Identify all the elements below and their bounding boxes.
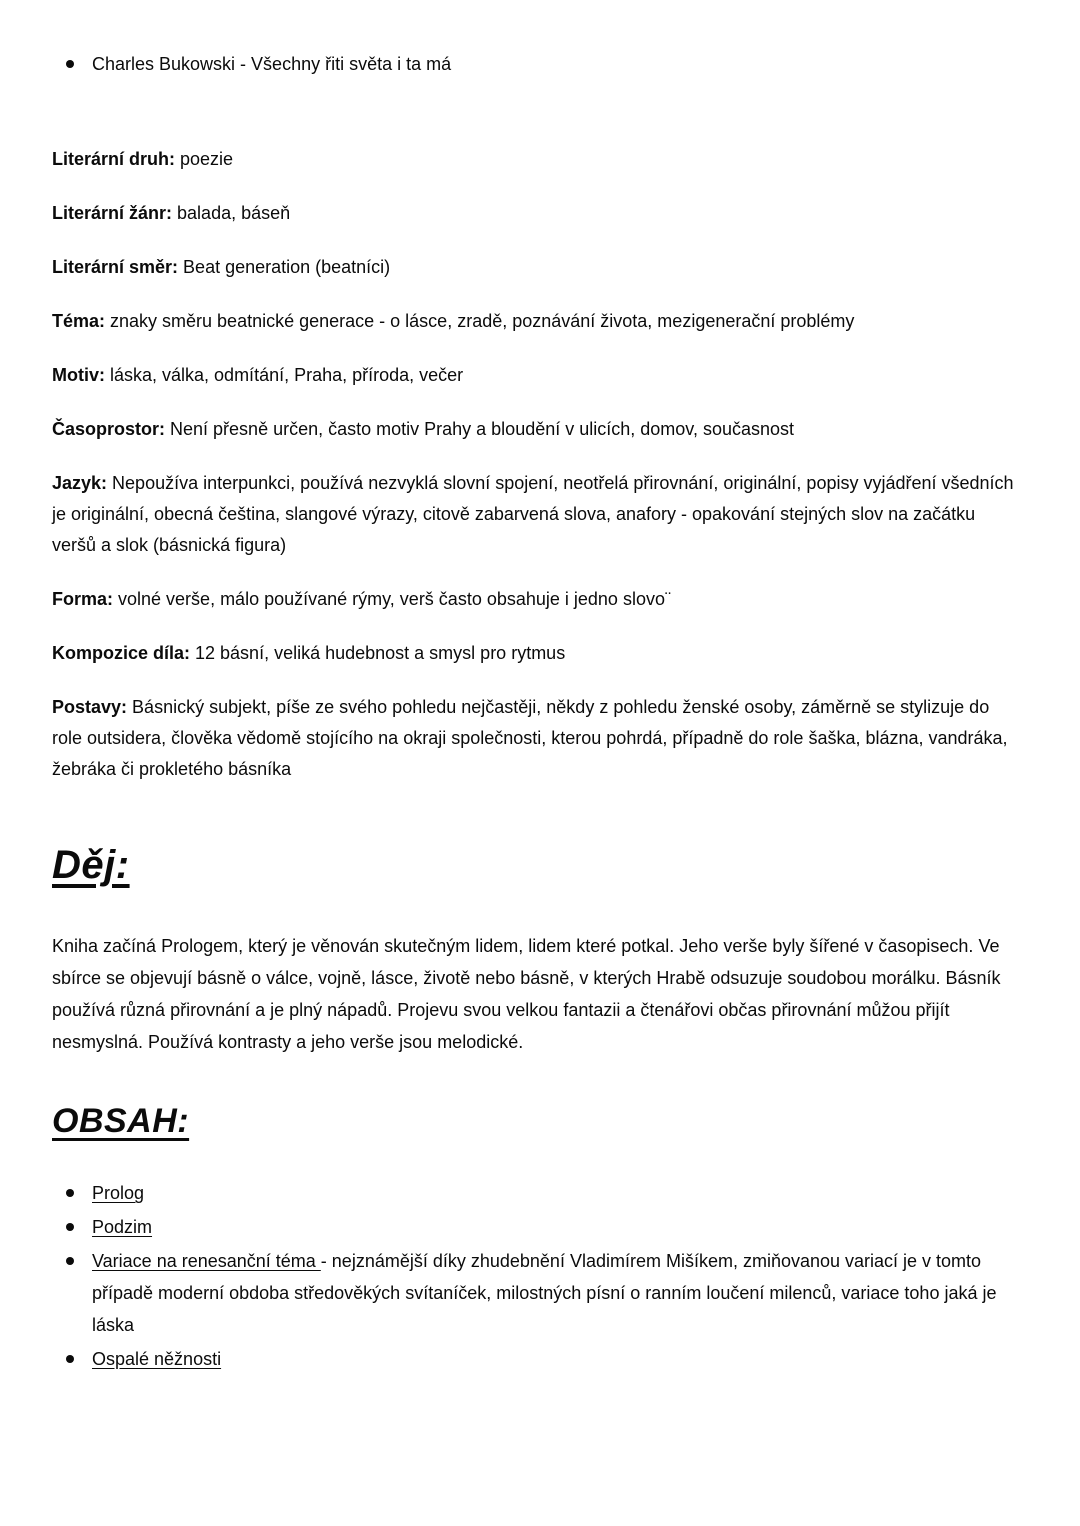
field-literarni-zanr — [52, 198, 1022, 229]
bullet-dot — [66, 1257, 74, 1265]
obsah-link-variace[interactable]: Variace na renesanční téma — [92, 1251, 321, 1271]
field-label: Forma: — [52, 589, 114, 609]
field-forma — [52, 584, 1022, 615]
list-item-prolog — [66, 1177, 1022, 1209]
list-item-podzim — [66, 1211, 1022, 1243]
field-label: Motiv: — [52, 365, 105, 385]
field-text: znaky směru beatnické generace - o lásce, zradě, poznávání života, mezigenerační problémy — [105, 311, 855, 331]
top-bullet-text: Charles Bukowski - Všechny řiti světa i ta má — [92, 54, 452, 74]
field-label: Literární druh: — [52, 149, 176, 169]
obsah-heading: OBSAH: — [52, 1102, 190, 1140]
obsah-link-podzim[interactable]: Podzim — [92, 1217, 153, 1237]
list-item-variace — [66, 1245, 1022, 1341]
field-casoprostor — [52, 414, 1022, 445]
bullet-dot — [66, 1355, 74, 1363]
field-text: Beat generation (beatníci) — [178, 257, 391, 277]
obsah-item-rest: - nejznámější díky zhudebnění Vladimírem Mišíkem, zmiňovanou variací je v tomto případě moderní obdoba středověkých svítaníček, milostných písní o ranním loučení milenců, variace toho jaká je láska — [92, 1251, 997, 1335]
field-motiv — [52, 360, 1022, 391]
fields-section — [52, 144, 1022, 785]
field-text: Není přesně určen, často motiv Prahy a bloudění v ulicích, domov, současnost — [165, 419, 795, 439]
obsah-list — [52, 1177, 1022, 1375]
field-text: balada, báseň — [172, 203, 291, 223]
field-text: poezie — [175, 149, 234, 169]
bullet-dot — [66, 1223, 74, 1231]
top-bullet-item — [52, 50, 1022, 78]
dej-paragraph: Kniha začíná Prologem, který je věnován skutečným lidem, lidem které potkal. Jeho verše byly šířené v časopisech. Ve sbírce se objevují básně o válce, vojně, lásce, životě nebo básně, v kterých Hrabě odsuzuje soudobou morálku. Básník používá různá přirovnání a je plný nápadů. Projevu svou velkou fantazii a čtenářovi občas přirovnání můžou přijít nesmyslná. Používá kontrasty a jeho verše jsou melodické. — [52, 936, 1001, 1052]
field-literarni-druh — [52, 144, 1022, 175]
obsah-link-ospale-neznosti[interactable]: Ospalé něžnosti — [92, 1349, 222, 1369]
field-label: Literární směr: — [52, 257, 179, 277]
bullet-dot — [66, 1189, 74, 1197]
field-label: Kompozice díla: — [52, 643, 191, 663]
field-label: Časoprostor: — [52, 419, 166, 439]
obsah-link-prolog[interactable]: Prolog — [92, 1183, 145, 1203]
field-label: Postavy: — [52, 697, 128, 717]
field-text: 12 básní, veliká hudebnost a smysl pro rytmus — [190, 643, 566, 663]
field-text: láska, válka, odmítání, Praha, příroda, večer — [105, 365, 464, 385]
field-label: Téma: — [52, 311, 106, 331]
dej-heading: Děj: — [52, 843, 130, 887]
field-literarni-smer — [52, 252, 1022, 283]
field-label: Literární žánr: — [52, 203, 173, 223]
field-kompozice-dila — [52, 638, 1022, 669]
list-item-ospale-neznosti — [66, 1343, 1022, 1375]
field-text: Básnický subjekt, píše ze svého pohledu nejčastěji, někdy z pohledu ženské osoby, záměrně se stylizuje do role outsidera, člověka vědomě stojícího na okraji společnosti, kterou pohrdá, případně do role šaška, blázna, vandráka, žebráka či prokletého básníka — [52, 697, 1008, 779]
field-postavy — [52, 692, 1022, 785]
field-jazyk — [52, 468, 1022, 561]
field-label: Jazyk: — [52, 473, 108, 493]
bullet-dot — [66, 60, 74, 68]
field-tema — [52, 306, 1022, 337]
field-text: Nepoužíva interpunkci, používá nezvyklá slovní spojení, neotřelá přirovnání, originální, popisy vyjádření všedních je originální, obecná čeština, slangové výrazy, citově zabarvená slova, anafory - opakování stejných slov na začátku veršů a slok (básnická figura) — [52, 473, 1014, 555]
field-text: volné verše, málo používané rýmy, verš často obsahuje i jedno slovo¨ — [113, 589, 671, 609]
